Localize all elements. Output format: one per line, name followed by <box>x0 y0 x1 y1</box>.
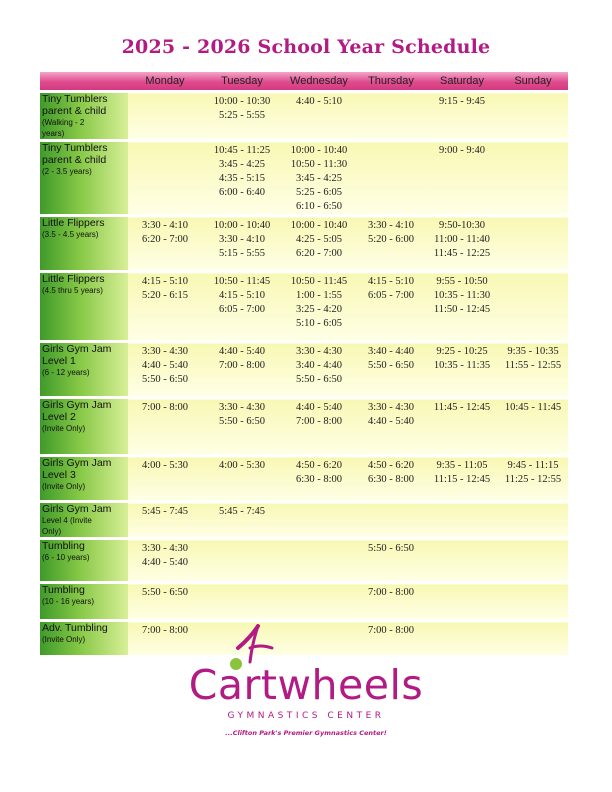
header-saturday: Saturday <box>426 72 498 92</box>
time-slot: 7:00 - 8:00 <box>141 402 189 413</box>
time-slot: 6:30 - 8:00 <box>295 474 343 485</box>
time-cell-monday <box>128 502 202 539</box>
schedule-row <box>40 216 568 272</box>
class-name-cell <box>40 342 128 398</box>
time-slot: 3:25 - 4:20 <box>295 304 343 315</box>
time-slot: 4:15 - 5:10 <box>367 276 415 287</box>
time-cell-monday <box>128 141 202 216</box>
schedule-row <box>40 141 568 216</box>
time-cell-wednesday <box>282 456 356 502</box>
class-name-line: Little Flippers <box>42 217 105 229</box>
time-slot: 4:50 - 6:20 <box>367 460 415 471</box>
time-cell-wednesday <box>282 502 356 539</box>
time-slot: 9:50-10:30 <box>438 220 486 231</box>
time-slot: 5:50 - 6:50 <box>295 374 343 385</box>
time-cell-thursday <box>356 92 426 141</box>
time-cell-sunday <box>498 502 568 539</box>
class-detail-line: (Invite Only) <box>42 635 86 644</box>
time-cell-tuesday <box>202 539 282 583</box>
time-cell-tuesday <box>202 456 282 502</box>
header-wednesday: Wednesday <box>282 72 356 92</box>
schedule-row <box>40 502 568 539</box>
time-slot: 4:40 - 5:10 <box>295 96 343 107</box>
time-cell-monday <box>128 342 202 398</box>
time-cell-monday <box>128 539 202 583</box>
time-slot: 3:30 - 4:10 <box>141 220 189 231</box>
time-slot: 5:50 - 6:50 <box>141 374 189 385</box>
class-name-cell <box>40 398 128 456</box>
time-slot: 6:10 - 6:50 <box>295 201 343 212</box>
time-cell-thursday <box>356 583 426 621</box>
time-slot: 5:50 - 6:50 <box>218 416 266 427</box>
time-cell-sunday <box>498 456 568 502</box>
time-cell-thursday <box>356 272 426 342</box>
time-slot: 11:50 - 12:45 <box>433 304 491 315</box>
time-slot: 3:30 - 4:30 <box>218 402 266 413</box>
time-cell-tuesday <box>202 272 282 342</box>
time-cell-wednesday <box>282 272 356 342</box>
time-cell-monday <box>128 272 202 342</box>
time-cell-sunday <box>498 92 568 141</box>
logo-subtitle: GYMNASTICS CENTER <box>227 711 385 721</box>
time-slot: 3:30 - 4:10 <box>218 234 266 245</box>
time-slot: 3:30 - 4:30 <box>141 346 189 357</box>
class-name-cell <box>40 92 128 141</box>
time-cell-monday <box>128 398 202 456</box>
time-slot: 4:40 - 5:40 <box>367 416 415 427</box>
time-cell-saturday <box>426 583 498 621</box>
schedule-row <box>40 92 568 141</box>
time-slot: 11:15 - 12:45 <box>433 474 491 485</box>
time-cell-sunday <box>498 272 568 342</box>
time-cell-tuesday <box>202 398 282 456</box>
class-detail-line: years) <box>42 129 65 138</box>
class-detail-line: (Invite Only) <box>42 424 86 433</box>
class-detail-line: (4.5 thru 5 years) <box>42 286 103 295</box>
time-slot: 11:00 - 11:40 <box>434 234 490 245</box>
time-cell-wednesday <box>282 398 356 456</box>
time-slot: 11:25 - 12:55 <box>504 474 562 485</box>
time-cell-monday <box>128 583 202 621</box>
class-name-line: Girls Gym Jam <box>42 503 112 515</box>
time-cell-thursday <box>356 502 426 539</box>
time-slot: 3:30 - 4:30 <box>295 346 343 357</box>
time-slot: 4:40 - 5:40 <box>141 360 189 371</box>
time-slot: 10:00 - 10:40 <box>290 145 348 156</box>
time-slot: 3:40 - 4:40 <box>367 346 415 357</box>
time-slot: 1:00 - 1:55 <box>295 290 343 301</box>
time-slot: 5:25 - 5:55 <box>218 110 266 121</box>
time-cell-thursday <box>356 342 426 398</box>
header-thursday: Thursday <box>356 72 426 92</box>
time-cell-monday <box>128 92 202 141</box>
class-detail-line: (Walking - 2 <box>42 118 85 127</box>
time-slot: 10:50 - 11:45 <box>213 276 271 287</box>
time-slot: 4:15 - 5:10 <box>141 276 189 287</box>
class-name-cell <box>40 539 128 583</box>
time-slot: 9:00 - 9:40 <box>438 145 486 156</box>
schedule-row <box>40 342 568 398</box>
time-slot: 6:05 - 7:00 <box>367 290 415 301</box>
time-slot: 10:00 - 10:40 <box>290 220 348 231</box>
time-slot: 4:00 - 5:30 <box>218 460 266 471</box>
time-slot: 5:10 - 6:05 <box>295 318 343 329</box>
time-slot: 3:30 - 4:10 <box>367 220 415 231</box>
header-tuesday: Tuesday <box>202 72 282 92</box>
schedule-row <box>40 398 568 456</box>
time-slot: 10:50 - 11:45 <box>290 276 348 287</box>
time-slot: 7:00 - 8:00 <box>367 625 415 636</box>
class-name-cell <box>40 583 128 621</box>
time-slot: 7:00 - 8:00 <box>218 360 266 371</box>
class-name-line: Level 2 <box>42 411 76 423</box>
class-name-cell <box>40 272 128 342</box>
time-slot: 10:00 - 10:40 <box>213 220 271 231</box>
time-slot: 5:20 - 6:15 <box>141 290 189 301</box>
time-cell-tuesday <box>202 583 282 621</box>
time-slot: 3:30 - 4:30 <box>367 402 415 413</box>
page-title: 2025 - 2026 School Year Schedule <box>121 36 491 58</box>
time-cell-thursday <box>356 539 426 583</box>
time-slot: 10:45 - 11:45 <box>504 402 562 413</box>
time-slot: 11:45 - 12:45 <box>433 402 491 413</box>
schedule-row <box>40 583 568 621</box>
time-slot: 6:00 - 6:40 <box>218 187 266 198</box>
class-name-cell <box>40 141 128 216</box>
class-name-line: Little Flippers <box>42 273 105 285</box>
time-cell-tuesday <box>202 92 282 141</box>
time-cell-sunday <box>498 398 568 456</box>
time-slot: 4:40 - 5:40 <box>141 557 189 568</box>
class-name-line: Girls Gym Jam <box>42 343 112 355</box>
time-cell-wednesday <box>282 92 356 141</box>
time-cell-wednesday <box>282 583 356 621</box>
time-cell-thursday <box>356 141 426 216</box>
time-slot: 5:20 - 6:00 <box>367 234 415 245</box>
class-name-cell <box>40 502 128 539</box>
header-sunday: Sunday <box>498 72 568 92</box>
time-slot: 6:05 - 7:00 <box>218 304 266 315</box>
time-cell-saturday <box>426 141 498 216</box>
time-cell-sunday <box>498 539 568 583</box>
header-monday: Monday <box>128 72 202 92</box>
schedule-row <box>40 539 568 583</box>
time-slot: 3:45 - 4:25 <box>295 173 343 184</box>
time-slot: 4:35 - 5:15 <box>218 173 266 184</box>
time-slot: 10:35 - 11:30 <box>433 290 491 301</box>
time-cell-thursday <box>356 216 426 272</box>
time-slot: 3:40 - 4:40 <box>295 360 343 371</box>
time-slot: 10:50 - 11:30 <box>290 159 348 170</box>
class-detail-line: (10 - 16 years) <box>42 597 95 606</box>
time-cell-thursday <box>356 456 426 502</box>
class-name-cell <box>40 456 128 502</box>
time-cell-tuesday <box>202 216 282 272</box>
time-slot: 10:45 - 11:25 <box>213 145 271 156</box>
time-cell-sunday <box>498 342 568 398</box>
class-name-line: parent & child <box>42 154 107 166</box>
time-cell-thursday <box>356 398 426 456</box>
time-cell-tuesday <box>202 502 282 539</box>
time-slot: 9:55 - 10:50 <box>436 276 488 287</box>
class-detail-line: (6 - 12 years) <box>42 368 90 377</box>
time-cell-tuesday <box>202 141 282 216</box>
time-slot: 11:55 - 12:55 <box>504 360 562 371</box>
time-cell-wednesday <box>282 216 356 272</box>
schedule-row <box>40 456 568 502</box>
time-slot: 9:15 - 9:45 <box>438 96 486 107</box>
time-slot: 4:40 - 5:40 <box>295 402 343 413</box>
time-cell-sunday <box>498 216 568 272</box>
time-cell-saturday <box>426 398 498 456</box>
class-name-cell <box>40 216 128 272</box>
class-name-line: Level 1 <box>42 355 76 367</box>
class-name-line: Tumbling <box>42 584 85 596</box>
time-slot: 5:25 - 6:05 <box>295 187 343 198</box>
class-detail-line: Level 4 (Invite <box>42 516 92 525</box>
class-name-line: Tiny Tumblers <box>42 142 108 154</box>
schedule-row <box>40 272 568 342</box>
time-slot: 9:35 - 11:05 <box>436 460 488 471</box>
time-cell-saturday <box>426 216 498 272</box>
time-cell-saturday <box>426 539 498 583</box>
header-row <box>40 72 568 92</box>
time-slot: 6:30 - 8:00 <box>367 474 415 485</box>
time-slot: 4:40 - 5:40 <box>218 346 266 357</box>
time-slot: 10:00 - 10:30 <box>213 96 271 107</box>
time-cell-saturday <box>426 502 498 539</box>
time-slot: 9:35 - 10:35 <box>507 346 559 357</box>
time-cell-saturday <box>426 92 498 141</box>
class-name-line: Girls Gym Jam <box>42 399 112 411</box>
class-detail-line: Only) <box>42 527 62 536</box>
time-cell-monday <box>128 216 202 272</box>
time-slot: 5:50 - 6:50 <box>367 360 415 371</box>
time-slot: 3:30 - 4:30 <box>141 543 189 554</box>
time-cell-tuesday <box>202 342 282 398</box>
class-name-line: Tumbling <box>42 540 85 552</box>
time-slot: 7:00 - 8:00 <box>141 625 189 636</box>
time-slot: 4:15 - 5:10 <box>218 290 266 301</box>
time-slot: 9:25 - 10:25 <box>436 346 488 357</box>
class-detail-line: (Invite Only) <box>42 482 86 491</box>
time-cell-saturday <box>426 272 498 342</box>
class-name-line: Adv. Tumbling <box>42 622 108 634</box>
time-slot: 4:50 - 6:20 <box>295 460 343 471</box>
time-cell-wednesday <box>282 539 356 583</box>
class-name-line: Girls Gym Jam <box>42 457 112 469</box>
time-cell-saturday <box>426 456 498 502</box>
time-slot: 3:45 - 4:25 <box>218 159 266 170</box>
time-slot: 5:50 - 6:50 <box>367 543 415 554</box>
class-detail-line: (6 - 10 years) <box>42 553 90 562</box>
class-detail-line: (3.5 - 4.5 years) <box>42 230 99 239</box>
time-slot: 4:00 - 5:30 <box>141 460 189 471</box>
header-class <box>40 72 128 92</box>
time-cell-wednesday <box>282 342 356 398</box>
time-slot: 6:20 - 7:00 <box>141 234 189 245</box>
logo-tagline: ...Clifton Park's Premier Gymnastics Center! <box>225 729 387 737</box>
time-slot: 6:20 - 7:00 <box>295 248 343 259</box>
class-detail-line: (2 - 3.5 years) <box>42 167 92 176</box>
time-slot: 10:35 - 11:35 <box>433 360 491 371</box>
time-slot: 4:25 - 5:05 <box>295 234 343 245</box>
time-cell-sunday <box>498 141 568 216</box>
time-slot: 5:45 - 7:45 <box>218 506 266 517</box>
time-slot: 7:00 - 8:00 <box>295 416 343 427</box>
time-slot: 5:45 - 7:45 <box>141 506 189 517</box>
time-cell-wednesday <box>282 141 356 216</box>
logo-name: Cartwheels <box>188 661 424 709</box>
time-cell-monday <box>128 456 202 502</box>
schedule-table <box>40 72 568 655</box>
time-slot: 5:15 - 5:55 <box>218 248 266 259</box>
class-name-line: Tiny Tumblers <box>42 93 108 105</box>
time-cell-saturday <box>426 342 498 398</box>
time-slot: 5:50 - 6:50 <box>141 587 189 598</box>
time-slot: 11:45 - 12:25 <box>433 248 491 259</box>
time-cell-sunday <box>498 583 568 621</box>
class-name-line: parent & child <box>42 105 107 117</box>
class-name-line: Level 3 <box>42 469 76 481</box>
time-slot: 7:00 - 8:00 <box>367 587 415 598</box>
time-slot: 9:45 - 11:15 <box>507 460 559 471</box>
